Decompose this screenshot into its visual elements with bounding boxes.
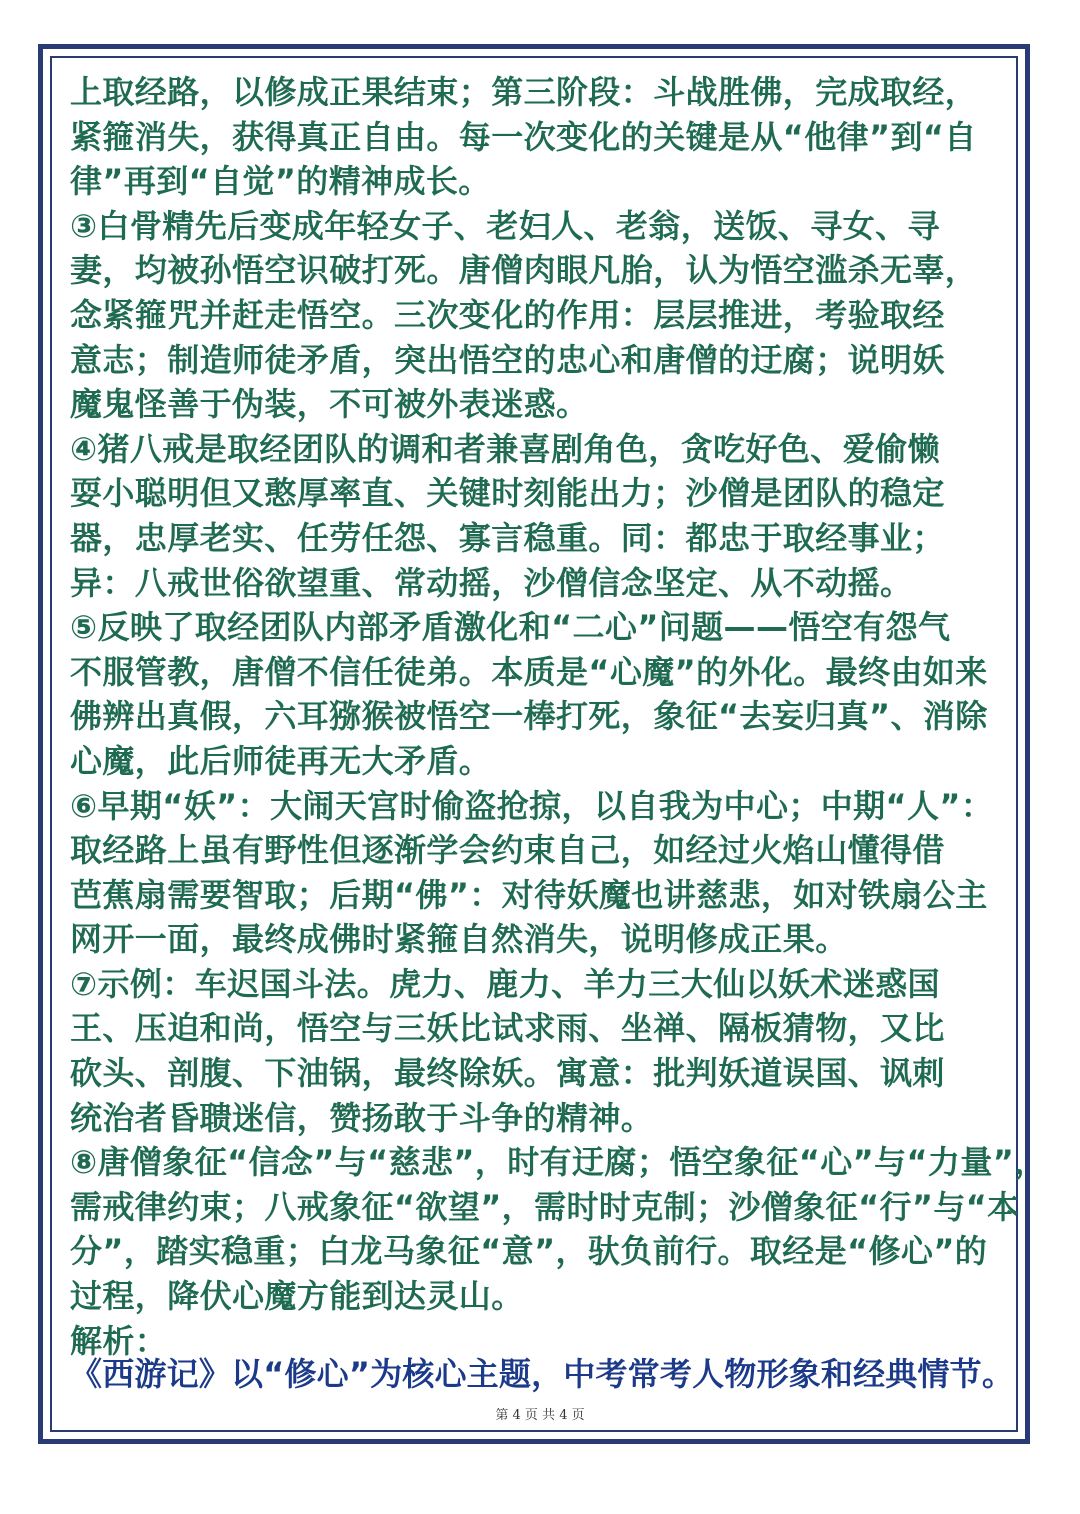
text-line: 魔鬼怪善于伪装，不可被外表迷惑。 <box>70 385 589 424</box>
text-line: 取经路上虽有野性但逐渐学会约束自己，如经过火焰山懂得借 <box>70 831 945 870</box>
answer-text-block <box>70 70 1047 1363</box>
text-line: 分”，踏实稳重；白龙马象征“意”，驮负前行。取经是“修心”的 <box>70 1232 988 1271</box>
text-line: ⑦示例：车迟国斗法。虎力、鹿力、羊力三大仙以妖术迷惑国 <box>70 964 940 1003</box>
text-line: 上取经路，以修成正果结束；第三阶段：斗战胜佛，完成取经， <box>70 73 978 111</box>
text-line: 妻，均被孙悟空识破打死。唐僧肉眼凡胎，认为悟空滥杀无辜， <box>70 251 978 290</box>
text-line: 异：八戒世俗欲望重、常动摇，沙僧信念坚定、从不动摇。 <box>70 563 913 602</box>
text-line: 佛辨出真假，六耳猕猴被悟空一棒打死，象征“去妄归真”、消除 <box>70 697 988 736</box>
text-line: ④猪八戒是取经团队的调和者兼喜剧角色，贪吃好色、爱偷懒 <box>70 429 940 468</box>
text-line: 念紧箍咒并赶走悟空。三次变化的作用：层层推进，考验取经 <box>70 295 945 334</box>
text-line: 意志；制造师徒矛盾，突出悟空的忠心和唐僧的迂腐；说明妖 <box>70 340 945 379</box>
text-line: ⑥早期“妖”：大闹天宫时偷盗抢掠，以自我为中心；中期“人”： <box>70 786 994 825</box>
text-line: 耍小聪明但又憨厚率直、关键时刻能出力；沙僧是团队的稳定 <box>70 474 945 513</box>
text-line: 心魔，此后师徒再无大矛盾。 <box>70 741 492 780</box>
text-line: 不服管教，唐僧不信任徒弟。本质是“心魔”的外化。最终由如来 <box>70 652 988 691</box>
text-line: ⑤反映了取经团队内部矛盾激化和“二心”问题——悟空有怨气 <box>70 608 951 647</box>
text-line: 紧箍消失，获得真正自由。每一次变化的关键是从“他律”到“自 <box>70 117 977 156</box>
page-number: 第 4 页 共 4 页 <box>495 1408 585 1423</box>
analysis-heading: 解析： <box>70 1321 168 1360</box>
text-line: 器，忠厚老实、任劳任怨、寡言稳重。同：都忠于取经事业； <box>70 518 945 557</box>
text-line: 需戒律约束；八戒象征“欲望”，需时时克制；沙僧象征“行”与“本 <box>70 1187 1020 1226</box>
analysis-summary: 《西游记》以“修心”为核心主题，中考常考人物形象和经典情节。 <box>70 1355 1015 1393</box>
text-line: ⑧唐僧象征“信念”与“慈悲”，时有迂腐；悟空象征“心”与“力量”， <box>70 1143 1047 1182</box>
text-line: 砍头、剖腹、下油锅，最终除妖。寓意：批判妖道误国、讽刺 <box>70 1054 945 1093</box>
text-line: ③白骨精先后变成年轻女子、老妇人、老翁，送饭、寻女、寻 <box>70 206 940 245</box>
text-line: 过程，降伏心魔方能到达灵山。 <box>70 1277 524 1316</box>
text-line: 王、压迫和尚，悟空与三妖比试求雨、坐禅、隔板猜物，又比 <box>70 1009 945 1048</box>
text-line: 网开一面，最终成佛时紧箍自然消失，说明修成正果。 <box>70 920 848 959</box>
text-line: 统治者昏聩迷信，赞扬敢于斗争的精神。 <box>70 1098 654 1137</box>
text-line: 律”再到“自觉”的精神成长。 <box>70 162 491 201</box>
text-line: 芭蕉扇需要智取；后期“佛”：对待妖魔也讲慈悲，如对铁扇公主 <box>70 875 988 914</box>
